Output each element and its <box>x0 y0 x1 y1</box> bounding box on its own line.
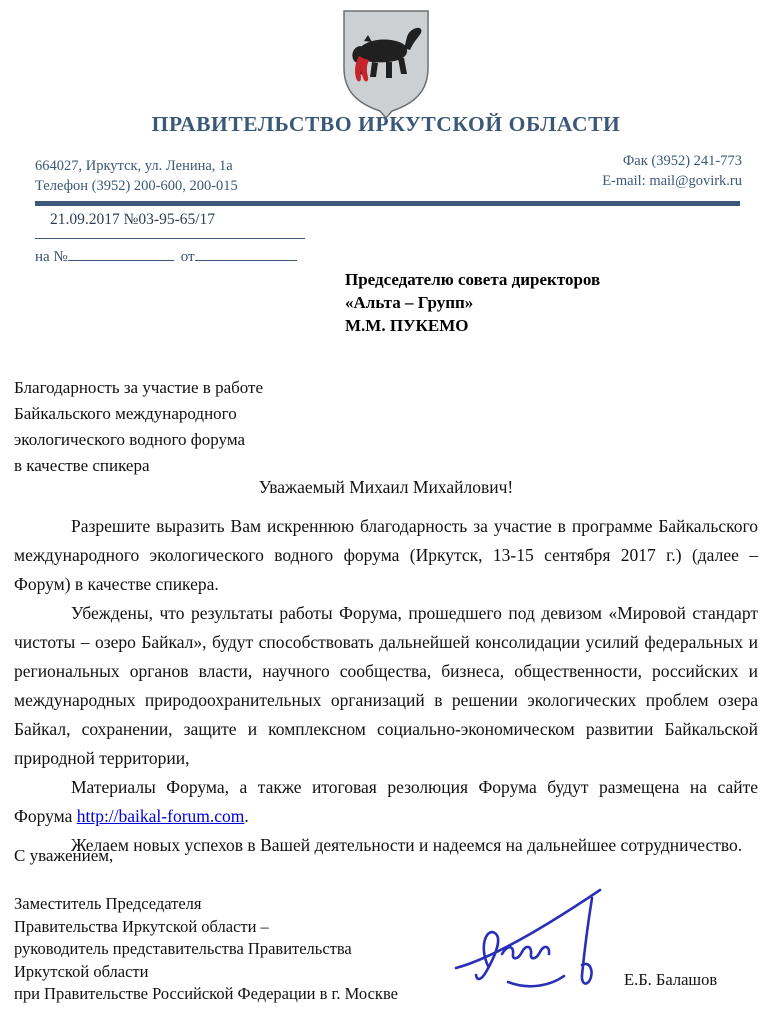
irkutsk-coat-of-arms-icon <box>338 6 434 124</box>
signer-title-line: Правительства Иркутской области – <box>14 916 269 936</box>
recipient-company: «Альта – Групп» <box>345 293 474 312</box>
org-name: ПРАВИТЕЛЬСТВО ИРКУТСКОЙ ОБЛАСТИ <box>151 112 621 136</box>
recipient-block <box>345 268 600 337</box>
fax-email-block <box>602 151 742 191</box>
reply-to-label: на № <box>35 249 68 265</box>
reply-date-blank <box>195 246 297 261</box>
date-underline <box>35 238 305 239</box>
body-paragraph-1: Разрешите выразить Вам искреннюю благодарность за участие в программе Байкальского международного экологического водного форума (Иркутск, 13-15 сентября 2017 г.) (далее – Форум) в качестве спикера. <box>14 516 758 594</box>
reply-number-blank <box>68 246 174 261</box>
outgoing-date-number: 21.09.2017 №03-95-65/17 <box>50 211 216 228</box>
phone-line: Телефон (3952) 200-600, 200-015 <box>35 178 238 194</box>
subject-line: Байкальского международного <box>14 404 237 423</box>
signer-title-block <box>14 893 398 1006</box>
address-line: 664027, Иркутск, ул. Ленина, 1а <box>35 158 233 174</box>
body-paragraph-2: Убеждены, что результаты работы Форума, прошедшего под девизом «Мировой стандарт чистоты – озеро Байкал», будут способствовать дальнейшей консолидации усилий федеральных и региональных органов власти, научного сообщества, бизнеса, общественности, российских и международных природоохранительных организаций в решении экологических проблем озера Байкал, сохранении, защите и комплексном социально-экономическом развитии Байкальской природной территории, <box>14 603 758 768</box>
reply-reference-line <box>35 246 297 266</box>
email-line: E-mail: mail@govirk.ru <box>602 173 742 189</box>
header-divider <box>35 201 740 206</box>
letter-body <box>14 512 758 860</box>
body-paragraph-4: Желаем новых успехов в Вашей деятельности и надеемся на дальнейшее сотрудничество. <box>71 835 743 855</box>
coat-of-arms <box>338 6 434 124</box>
signer-title-line: Иркутской области <box>14 961 149 981</box>
subject-line: Благодарность за участие в работе <box>14 378 264 397</box>
signer-title-line: руководитель представительства Правительства <box>14 939 352 958</box>
forum-site-link[interactable]: http://baikal-forum.com <box>76 806 245 826</box>
signature-autograph-icon <box>448 868 640 1010</box>
body-paragraph-3-text: Материалы Форума, а также итоговая резолюция Форума будут размещена на сайте Форума <box>14 777 758 826</box>
signer-name: Е.Б. Балашов <box>624 970 718 989</box>
subject-block <box>14 375 263 479</box>
body-paragraph-3-period: . <box>244 806 249 826</box>
signer-title-line: Заместитель Председателя <box>14 894 202 913</box>
address-block <box>35 156 238 196</box>
subject-line: экологического водного форума <box>14 430 246 449</box>
fax-line: Фак (3952) 241-773 <box>622 153 742 169</box>
closing-phrase: С уважением, <box>14 846 114 865</box>
subject-line: в качестве спикера <box>14 456 150 475</box>
body-paragraph-3 <box>14 773 758 831</box>
signer-title-line: при Правительстве Российской Федерации в г. Москве <box>14 984 398 1003</box>
recipient-name: М.М. ПУКЕМО <box>345 316 469 335</box>
recipient-position: Председателю совета директоров <box>345 270 601 289</box>
salutation: Уважаемый Михаил Михайлович! <box>258 477 514 497</box>
reply-from-label: от <box>180 249 195 265</box>
